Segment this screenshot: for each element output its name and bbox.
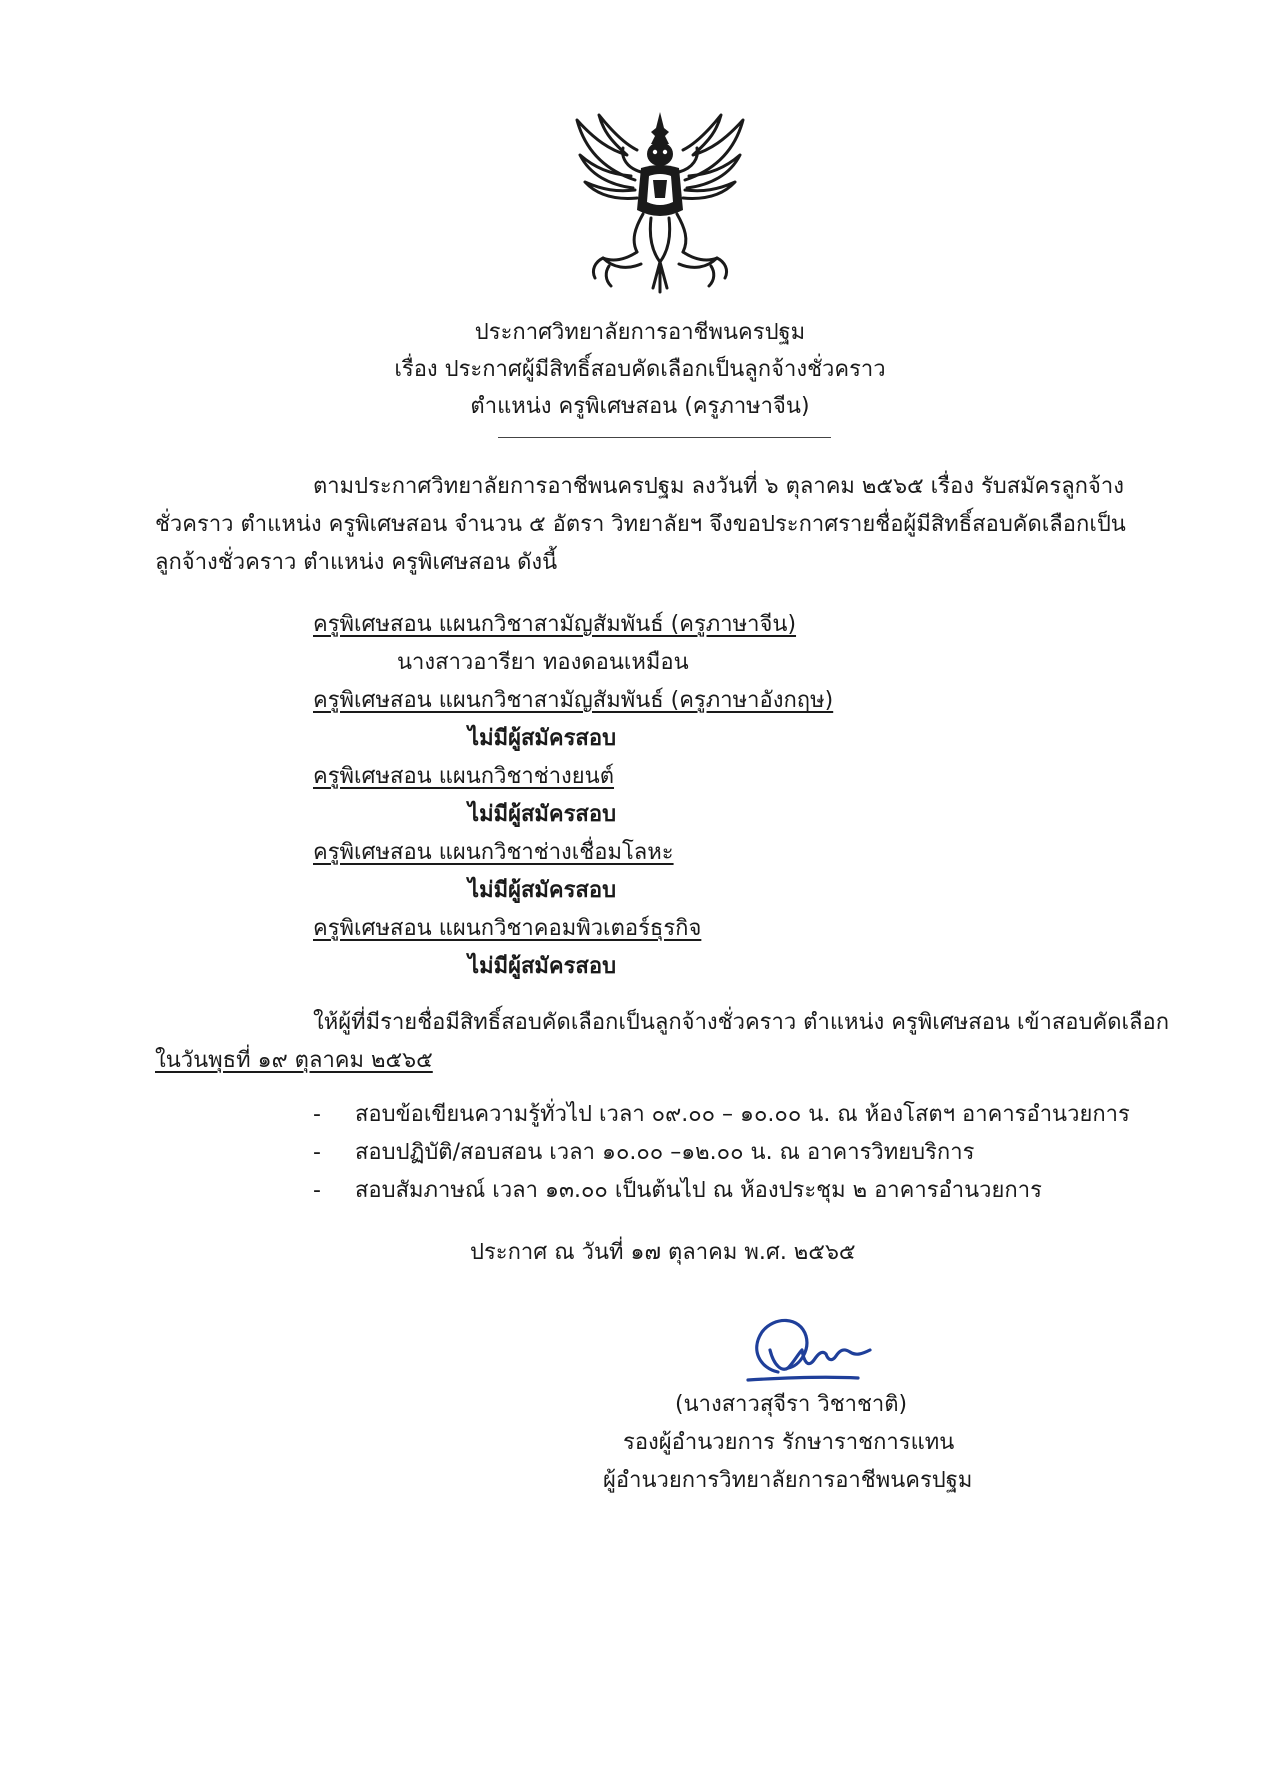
department-heading: ครูพิเศษสอน แผนกวิชาสามัญสัมพันธ์ (ครูภาษาจีน) — [313, 612, 797, 637]
no-applicant-text: ไม่มีผู้สมัครสอบ — [468, 802, 617, 827]
signature-image — [740, 1310, 880, 1390]
exam-item-written: สอบข้อเขียนความรู้ทั่วไป เวลา ๐๙.๐๐ – ๑๐.๐๐ น. ณ ห้องโสตฯ อาคารอำนวยการ — [355, 1102, 1130, 1127]
department-heading: ครูพิเศษสอน แผนกวิชาช่างยนต์ — [313, 764, 615, 789]
exam-intro-line: ให้ผู้ที่มีรายชื่อมีสิทธิ์สอบคัดเลือกเป็นลูกจ้างชั่วคราว ตำแหน่ง ครูพิเศษสอน เข้าสอบคัดเลือก — [313, 1010, 1170, 1035]
announcement-title: ประกาศวิทยาลัยการอาชีพนครปฐม — [474, 320, 806, 345]
announcement-subject: เรื่อง ประกาศผู้มีสิทธิ์สอบคัดเลือกเป็นลูกจ้างชั่วคราว — [394, 357, 886, 382]
no-applicant-text: ไม่มีผู้สมัครสอบ — [468, 954, 617, 979]
signatory-org: ผู้อำนวยการวิทยาลัยการอาชีพนครปฐม — [603, 1468, 973, 1493]
list-bullet: - — [313, 1178, 321, 1203]
header-divider — [498, 437, 831, 438]
no-applicant-text: ไม่มีผู้สมัครสอบ — [468, 878, 617, 903]
no-applicant-text: ไม่มีผู้สมัครสอบ — [468, 726, 617, 751]
list-bullet: - — [313, 1140, 321, 1165]
list-bullet: - — [313, 1102, 321, 1127]
announcement-position: ตำแหน่ง ครูพิเศษสอน (ครูภาษาจีน) — [470, 394, 810, 419]
department-heading: ครูพิเศษสอน แผนกวิชาคอมพิวเตอร์ธุรกิจ — [313, 916, 702, 941]
candidate-name: นางสาวอารียา ทองดอนเหมือน — [397, 650, 689, 675]
exam-item-practical: สอบปฏิบัติ/สอบสอน เวลา ๑๐.๐๐ –๑๒.๐๐ น. ณ อาคารวิทยบริการ — [355, 1140, 975, 1165]
announce-date: ประกาศ ณ วันที่ ๑๗ ตุลาคม พ.ศ. ๒๕๖๕ — [470, 1240, 856, 1265]
intro-line-1: ตามประกาศวิทยาลัยการอาชีพนครปฐม ลงวันที่ ๖ ตุลาคม ๒๕๖๕ เรื่อง รับสมัครลูกจ้าง — [313, 474, 1124, 499]
department-heading: ครูพิเศษสอน แผนกวิชาสามัญสัมพันธ์ (ครูภาษาอังกฤษ) — [313, 688, 834, 713]
intro-line-3: ลูกจ้างชั่วคราว ตำแหน่ง ครูพิเศษสอน ดังนี้ — [155, 550, 558, 575]
department-heading: ครูพิเศษสอน แผนกวิชาช่างเชื่อมโลหะ — [313, 840, 674, 865]
intro-line-2: ชั่วคราว ตำแหน่ง ครูพิเศษสอน จำนวน ๕ อัตรา วิทยาลัยฯ จึงขอประกาศรายชื่อผู้มีสิทธิ์สอบคัดเลือกเป็น — [155, 512, 1126, 537]
signatory-title: รองผู้อำนวยการ รักษาราชการแทน — [623, 1430, 955, 1455]
exam-date: ในวันพุธที่ ๑๙ ตุลาคม ๒๕๖๕ — [155, 1048, 433, 1073]
exam-item-interview: สอบสัมภาษณ์ เวลา ๑๓.๐๐ เป็นต้นไป ณ ห้องประชุม ๒ อาคารอำนวยการ — [355, 1178, 1042, 1203]
signatory-name: (นางสาวสุจีรา วิชาชาติ) — [675, 1392, 908, 1417]
garuda-emblem-icon — [565, 110, 755, 295]
